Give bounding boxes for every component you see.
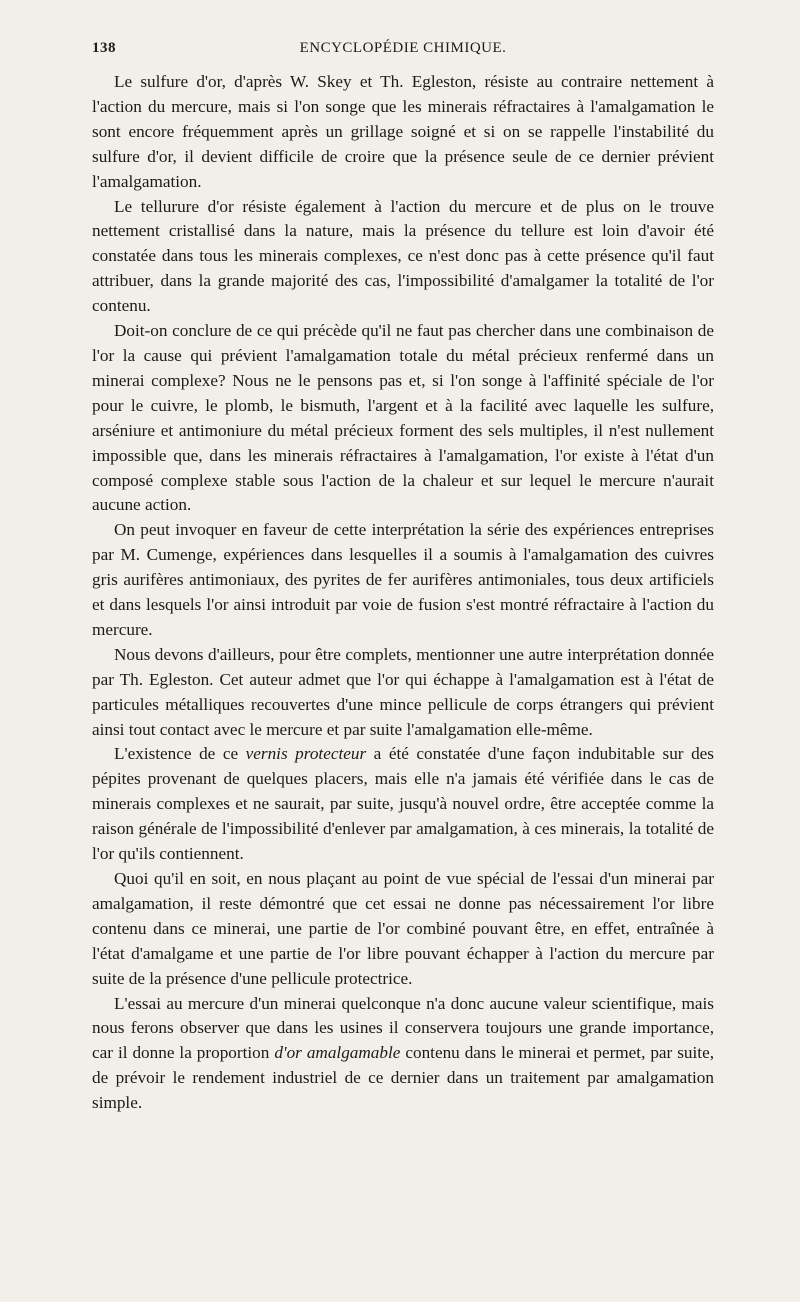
paragraph-essai-mercure <box>92 992 714 1117</box>
page-number: 138 <box>92 40 116 56</box>
paragraph-essai-emphasis: d'or amalgamable <box>274 1043 401 1063</box>
paragraph-quoi-qu-il-en-soit: Quoi qu'il en soit, en nous plaçant au point de vue spécial de l'essai d'un minerai par amalgamation, il reste démontré que cet essai ne donne pas nécessairement l'or libre contenu dans ce minerai, une partie de l'or combiné pouvant être, en effet, entraînée à l'état d'amalgame et une partie de l'or libre pouvant échapper à l'action du mercure par suite de la présence d'une pellicule protectrice. <box>92 869 714 988</box>
paragraph-conclusion-question: Doit-on conclure de ce qui précède qu'il ne faut pas chercher dans une combinaison de l'or la cause qui prévient l'amalgamation totale du métal précieux renfermé dans un minerai complexe? Nous ne le pensons pas et, si l'on songe à l'affinité spéciale de l'or pour le cuivre, le plomb, le bismuth, l'argent et à la facilité avec laquelle les sulfure, arséniure et antimoniure du métal précieux forment des sels multiples, il n'est nullement impossible que, dans les minerais réfractaires à l'amalgamation, l'or existe à l'état d'un composé complexe stable sous l'action de la chaleur et sur lequel le mercure n'aurait aucune action. <box>92 321 714 515</box>
paragraph-essai-before: L'essai au mercure d'un minerai quelconque n'a donc aucune valeur scientifique, mais nous ferons observer que dans les usines il conservera toujours une grande importance, car il donne la proportion <box>92 993 714 1063</box>
paragraph-cumenge: On peut invoquer en faveur de cette interprétation la série des expériences entreprises par M. Cumenge, expériences dans lesquelles il a soumis à l'amalgamation des cuivres gris aurifères antimoniaux, des pyrites de fer aurifères antimoniales, tous deux artificiels et dans lesquels l'or ainsi introduit par voie de fusion s'est montré réfractaire à l'action du mercure. <box>92 520 714 639</box>
paragraph-sulfure: Le sulfure d'or, d'après W. Skey et Th. Egleston, résiste au contraire nettement à l'action du mercure, mais si l'on songe que les minerais réfractaires à l'amalgamation le sont encore fréquemment après un grillage soigné et si on se rappelle l'instabilité du sulfure d'or, il devient difficile de croire que la présence seule de ce dernier prévient l'amalgamation. <box>92 72 714 191</box>
paragraph-vernis-before: L'existence de ce <box>114 744 246 764</box>
page-header <box>92 40 714 62</box>
paragraph-vernis-after: a été constatée d'une façon indubitable sur des pépites provenant de quelques placers, mais elle n'a jamais été vérifiée dans le cas de minerais complexes et ne saurait, par suite, jusqu'à nouvel ordre, être acceptée comme la raison générale de l'impossibilité d'enlever par amalgamation, à ces minerais, la totalité de l'or qu'ils contiennent. <box>92 744 714 864</box>
paragraph-essai-after: contenu dans le minerai et permet, par suite, de prévoir le rendement industriel de ce dernier dans un traitement par amalgamation simple. <box>92 1043 715 1113</box>
paragraph-vernis-emphasis: vernis protecteur <box>245 744 367 764</box>
paragraph-tellurure: Le tellurure d'or résiste également à l'action du mercure et de plus on le trouve nettement cristallisé dans la nature, mais la présence du tellure est loin d'avoir été constatée dans tous les minerais complexes, ce n'est donc pas à cette présence qu'il faut attribuer, dans la grande majorité des cas, l'impossibilité d'amalgamer la totalité de l'or contenu. <box>92 196 714 316</box>
body-text <box>92 70 714 1116</box>
paragraph-vernis <box>92 742 714 867</box>
paragraph-egleston: Nous devons d'ailleurs, pour être complets, mentionner une autre interprétation donnée par Th. Egleston. Cet auteur admet que l'or qui échappe à l'amalgamation est à l'état de particules métalliques recouvertes d'une mince pellicule de corps étrangers qui prévient ainsi tout contact avec le mercure et par suite l'amalgamation elle-même. <box>92 644 714 739</box>
running-title: ENCYCLOPÉDIE CHIMIQUE. <box>299 40 507 56</box>
